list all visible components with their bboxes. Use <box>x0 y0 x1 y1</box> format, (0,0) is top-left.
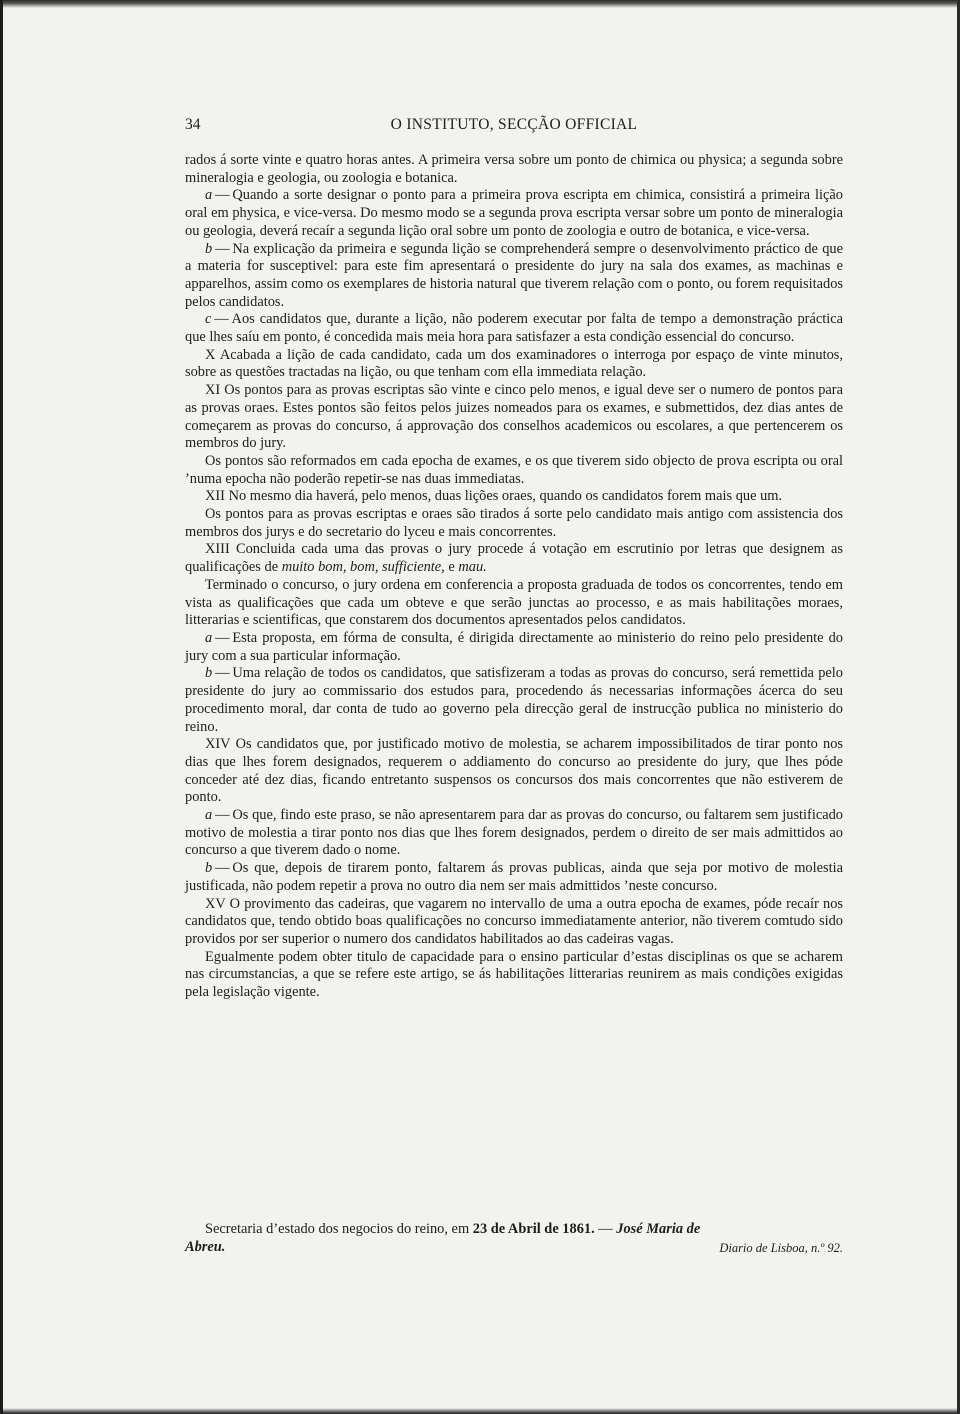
paragraph-text: XI Os pontos para as provas escriptas são vinte e cinco pelo menos, e igual deve ser o numero de pontos para as provas oraes. Estes pontos são feitos pelos juizes nomeados para os exames, e submettidos, dez dias antes de começarem as provas do concurso, á approvação dos conselhos academicos ou escolares, a que pertencerem os membros do jury. <box>185 382 843 452</box>
signature-block <box>185 1221 843 1257</box>
scan-edge-top <box>3 0 957 8</box>
signature-author-last: Abreu. <box>185 1238 226 1255</box>
paragraph-label: b <box>205 860 213 877</box>
paragraph-text: Os pontos são reformados em cada epocha de exames, e os que tiverem sido objecto de prova escripta ou oral ’numa epocha não poderão repetir-se nas duas immediatas. <box>185 452 843 487</box>
paragraph-label: b <box>205 240 213 257</box>
paragraph-text: rados á sorte vinte e quatro horas antes. A primeira versa sobre um ponto de chimica ou physica; a segunda sobre mineralogia e geologia, ou zoologia e botanica. <box>185 152 843 186</box>
paragraph-label: b <box>205 665 213 682</box>
paragraph <box>185 241 843 312</box>
source-citation: Diario de Lisboa, n.º 92. <box>719 1240 843 1255</box>
paragraph <box>185 630 843 665</box>
paragraph <box>185 382 843 453</box>
paragraph-text: Egualmente podem obter titulo de capacidade para o ensino particular d’estas disciplinas os que se acharem nas circumstancias, a que se refere este artigo, se ás habilitações litterarias reunirem as mais condições exigidas pela legislação vigente. <box>185 948 843 1001</box>
paragraph-text: X Acabada a lição de cada candidato, cada um dos examinadores o interroga por espaço de vinte minutos, sobre as questões tractadas na lição, ou que tenham com ella immediata relação. <box>185 346 843 381</box>
article-body <box>185 152 843 1002</box>
paragraph <box>185 187 843 240</box>
paragraph <box>185 488 843 506</box>
label-dash: — <box>212 629 233 646</box>
paragraph <box>185 665 843 736</box>
paragraph-text: Na explicação da primeira e segunda lição se comprehenderá sempre o desenvolvimento práctico de que a materia for susceptivel: para este fim apresentará o presidente do jury na sala dos exames, as machinas e apparelhos, assim como os exemplares de historia natural que tiverem relação com o ponto, ou forem requisitados pelos candidatos. <box>185 240 843 310</box>
paragraph-label: a <box>205 807 213 824</box>
paragraph-label: a <box>205 187 213 204</box>
paragraph-text: Uma relação de todos os candidatos, que satisfizeram a todas as provas do concurso, será remettida pelo presidente do jury ao commissario dos estudos para, procedendo ás necessarias informações ácerca do seu procedimento moral, dar conta de tudo ao governo pela direcção geral de instrucção publica no ministerio do reino. <box>185 665 843 735</box>
signature-dash: — <box>594 1221 617 1237</box>
paragraph-text: XII No mesmo dia haverá, pelo menos, duas lições oraes, quando os candidatos forem mais que um. <box>205 488 783 505</box>
paragraph <box>185 506 843 541</box>
paragraph-text: Aos candidatos que, durante a lição, não poderem executar por falta de tempo a demonstração práctica que lhes saíu em ponto, é concedida mais meia hora para satisfazer a esta condição essencial do concurso. <box>185 311 843 346</box>
paragraph-text: Os que, depois de tirarem ponto, faltarem ás provas publicas, ainda que seja por motivo de molestia justificada, não podem repetir a prova no outro dia nem ser mais admittidos ’neste concurso. <box>185 860 843 894</box>
label-dash: — <box>212 860 233 877</box>
paragraph-label: c <box>205 311 212 328</box>
signature-line <box>185 1221 843 1239</box>
paragraph <box>185 807 843 860</box>
paragraph-text: Esta proposta, em fórma de consulta, é dirigida directamente ao ministerio do reino pelo presidente do jury com a sua particular informação. <box>185 629 843 664</box>
paragraph <box>185 453 843 488</box>
label-dash: — <box>212 807 233 824</box>
paragraph-text: Quando a sorte designar o ponto para a primeira prova escripta em chimica, consistirá a primeira lição oral em physica, e vice-versa. Do mesmo modo se a segunda prova escripta versar sobre um ponto de mineralogia ou geologia, deverá recaír a segunda lição oral sobre um ponto de zoologia e outro de botanica, e vice-versa. <box>185 187 843 239</box>
paragraph <box>185 860 843 895</box>
running-header <box>185 116 843 138</box>
signature-date: 23 de Abril de 1861. <box>472 1221 595 1237</box>
paragraph-text: Os pontos para as provas escriptas e oraes são tirados á sorte pelo candidato mais antigo com assistencia dos membros dos jurys e do secretario do lyceu e mais concorrentes. <box>185 506 843 540</box>
label-dash: — <box>212 187 233 204</box>
page-number: 34 <box>185 116 201 133</box>
page-title: O INSTITUTO, SECÇÃO OFFICIAL <box>390 116 638 133</box>
paragraph-label: a <box>205 629 213 646</box>
label-dash: — <box>212 240 233 257</box>
paragraph-text: XV O provimento das cadeiras, que vagarem no intervallo de uma a outra epocha de exames, póde recaír nos candidatos que, tendo obtido boas qualificações no concurso immediatamente anterior, não tiverem comtudo sido providos por ser superior o numero dos candidatos habilitados ao das cadeiras vagas. <box>185 895 843 947</box>
paragraph-text-tail: e <box>444 559 459 576</box>
paragraph <box>185 577 843 630</box>
paragraph <box>185 949 843 1002</box>
paragraph <box>185 736 843 807</box>
paragraph-italic: muito bom, bom, sufficiente, <box>281 559 445 576</box>
paragraph <box>185 347 843 382</box>
scan-edge-bottom <box>3 1408 957 1414</box>
paragraph-text: Terminado o concurso, o jury ordena em conferencia a proposta graduada de todos os concorrentes, tendo em vista as qualificações que cada um obteve e que serão junctas ao processo, e as mais habilitações moraes, litterarias e scientificas, que constarem dos documentos apresentados pelos candidatos. <box>185 576 843 629</box>
paragraph-text: XIV Os candidatos que, por justificado motivo de molestia, se acharem impossibilitados de tirar ponto nos dias que lhes forem designados, requerem o addiamento do concurso ao presidente do jury, que lhes póde conceder até dez dias, ficando entretanto suspensos os concursos dos mais concorrentes que não estiverem de ponto. <box>185 736 843 806</box>
paragraph <box>185 896 843 949</box>
label-dash: — <box>211 311 232 328</box>
paragraph <box>185 152 843 187</box>
signature-author-first: José Maria de <box>616 1221 701 1237</box>
signature-place: Secretaria d’estado dos negocios do reino, em <box>205 1221 470 1237</box>
paragraph-text: XIII Concluida cada uma das provas o jury procede á votação em escrutinio por letras que designem as qualificações de <box>185 541 843 576</box>
label-dash: — <box>212 665 233 682</box>
paragraph <box>185 541 843 576</box>
paragraph-italic: mau. <box>458 559 487 576</box>
paragraph-text: Os que, findo este praso, se não apresentarem para dar as provas do concurso, ou faltarem sem justificado motivo de molestia a tirar ponto nos dias que lhes forem designados, perdem o direito de ser mais admittidos ao concurso a que tiverem dado o nome. <box>185 807 843 859</box>
paragraph <box>185 311 843 346</box>
